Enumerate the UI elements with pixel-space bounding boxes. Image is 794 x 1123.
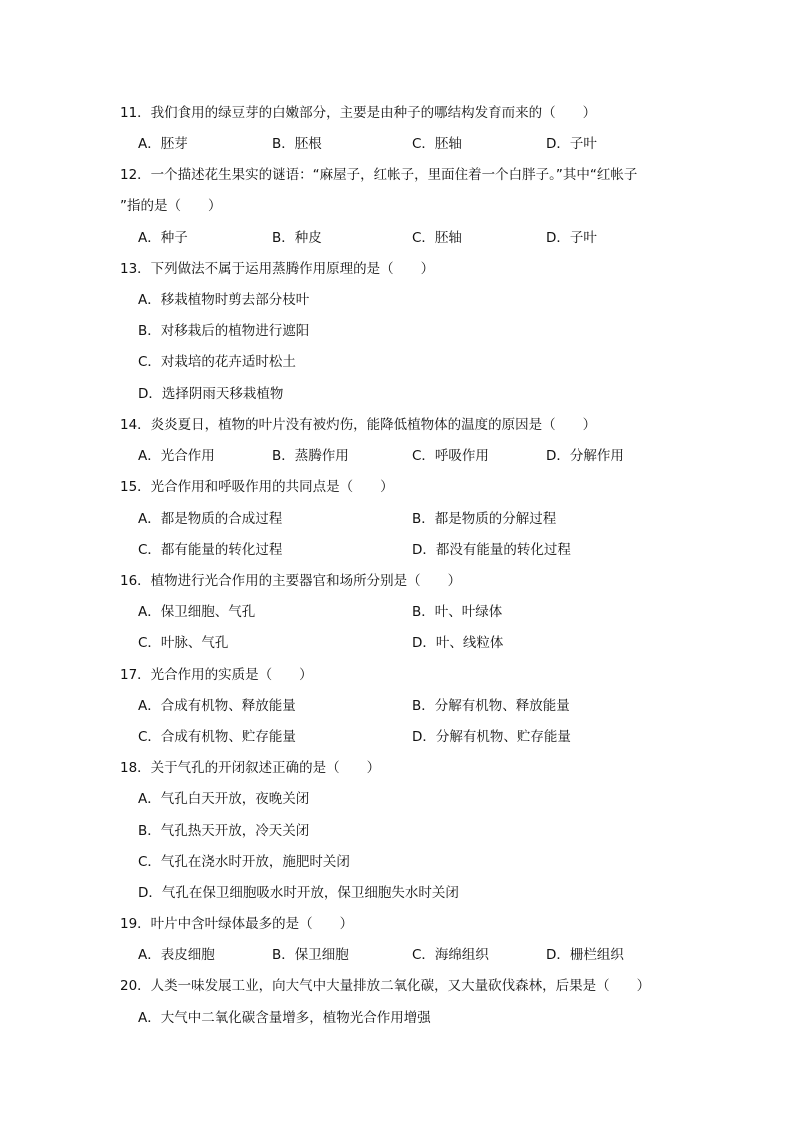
question-12-option-d: D．子叶 xyxy=(546,230,597,246)
question-18-option-b: B．气孔热天开放，冷天关闭 xyxy=(138,823,310,839)
question-18-option-a: A．气孔白天开放，夜晚关闭 xyxy=(138,791,310,807)
question-17-option-d: D．分解有机物、贮存能量 xyxy=(412,729,571,745)
question-12-stem-continued: ”指的是（ ） xyxy=(120,198,222,214)
question-17-option-b: B．分解有机物、释放能量 xyxy=(412,698,570,714)
question-20-option-a: A．大气中二氧化碳含量增多，植物光合作用增强 xyxy=(138,1010,431,1026)
question-13-option-b: B．对移栽后的植物进行遮阳 xyxy=(138,323,310,339)
question-19-stem: 19．叶片中含叶绿体最多的是（ ） xyxy=(120,916,354,932)
question-14-option-a: A．光合作用 xyxy=(138,448,215,464)
question-13-stem: 13．下列做法不属于运用蒸腾作用原理的是（ ） xyxy=(120,261,435,277)
question-17-option-a: A．合成有机物、释放能量 xyxy=(138,698,296,714)
question-14-option-b: B．蒸腾作用 xyxy=(272,448,349,464)
question-20-stem: 20．人类一味发展工业，向大气中大量排放二氧化碳，又大量砍伐森林，后果是（ ） xyxy=(120,978,651,994)
question-14-option-c: C．呼吸作用 xyxy=(412,448,489,464)
question-13-option-a: A．移栽植物时剪去部分枝叶 xyxy=(138,292,310,308)
question-11-option-c: C．胚轴 xyxy=(412,136,462,152)
question-17-stem: 17．光合作用的实质是（ ） xyxy=(120,667,313,683)
question-12-option-c: C．胚轴 xyxy=(412,230,462,246)
question-16-stem: 16．植物进行光合作用的主要器官和场所分别是（ ） xyxy=(120,573,462,589)
question-19-option-c: C．海绵组织 xyxy=(412,947,489,963)
question-15-stem: 15．光合作用和呼吸作用的共同点是（ ） xyxy=(120,479,394,495)
question-18-option-c: C．气孔在浇水时开放，施肥时关闭 xyxy=(138,854,350,870)
question-11-option-d: D．子叶 xyxy=(546,136,597,152)
question-13-option-d: D．选择阴雨天移栽植物 xyxy=(138,386,284,402)
question-16-option-c: C．叶脉、气孔 xyxy=(138,635,229,651)
question-15-option-b: B．都是物质的分解过程 xyxy=(412,511,557,527)
question-18-stem: 18．关于气孔的开闭叙述正确的是（ ） xyxy=(120,760,381,776)
question-16-option-a: A．保卫细胞、气孔 xyxy=(138,604,256,620)
question-19-option-b: B．保卫细胞 xyxy=(272,947,349,963)
question-15-option-c: C．都有能量的转化过程 xyxy=(138,542,283,558)
question-11-option-a: A．胚芽 xyxy=(138,136,188,152)
question-16-option-d: D．叶、线粒体 xyxy=(412,635,504,651)
question-11-stem: 11．我们食用的绿豆芽的白嫩部分，主要是由种子的哪结构发育而来的（ ） xyxy=(120,105,597,121)
question-12-option-a: A．种子 xyxy=(138,230,188,246)
question-14-option-d: D．分解作用 xyxy=(546,448,624,464)
question-14-stem: 14．炎炎夏日，植物的叶片没有被灼伤，能降低植物体的温度的原因是（ ） xyxy=(120,417,597,433)
question-15-option-d: D．都没有能量的转化过程 xyxy=(412,542,571,558)
question-12-stem: 12．一个描述花生果实的谜语：“麻屋子，红帐子，里面住着一个白胖子。”其中“红帐子 xyxy=(120,167,638,183)
question-13-option-c: C．对栽培的花卉适时松土 xyxy=(138,354,296,370)
question-18-option-d: D．气孔在保卫细胞吸水时开放，保卫细胞失水时关闭 xyxy=(138,885,459,901)
question-19-option-a: A．表皮细胞 xyxy=(138,947,215,963)
question-17-option-c: C．合成有机物、贮存能量 xyxy=(138,729,296,745)
question-11-option-b: B．胚根 xyxy=(272,136,322,152)
question-15-option-a: A．都是物质的合成过程 xyxy=(138,511,283,527)
question-16-option-b: B．叶、叶绿体 xyxy=(412,604,503,620)
question-19-option-d: D．栅栏组织 xyxy=(546,947,624,963)
question-12-option-b: B．种皮 xyxy=(272,230,322,246)
